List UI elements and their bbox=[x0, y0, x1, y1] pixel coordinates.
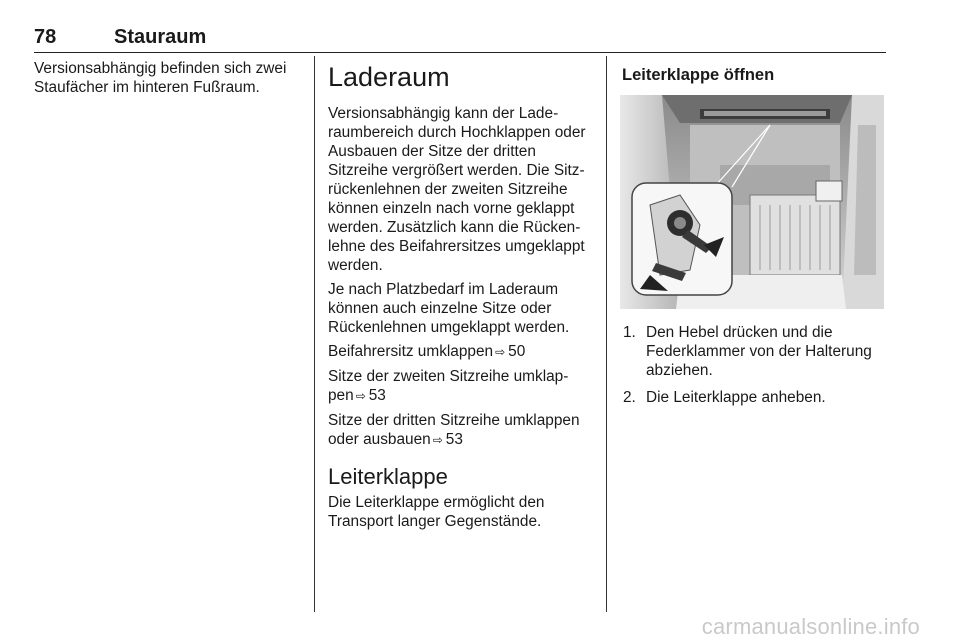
cross-reference[interactable]: Sitze der zweiten Sitzreihe umklappen ⇨ 53 bbox=[328, 368, 569, 404]
cargo-area-illustration bbox=[620, 95, 884, 309]
cross-reference[interactable]: Sitze der dritten Sitzreihe umklappen oder ausbauen ⇨ 53 bbox=[328, 412, 580, 448]
column-1 bbox=[34, 59, 310, 102]
column-2 bbox=[328, 59, 596, 536]
reference-page: 53 bbox=[368, 387, 386, 404]
watermark: carmanualsonline.info bbox=[701, 614, 920, 639]
reference-page: 53 bbox=[445, 431, 463, 448]
cross-reference[interactable]: Beifahrersitz umklappen ⇨ 50 bbox=[328, 343, 526, 360]
column-divider bbox=[314, 56, 315, 612]
column-divider bbox=[606, 56, 607, 612]
page-title: Stauraum bbox=[114, 26, 207, 48]
reference-page: 50 bbox=[508, 343, 526, 360]
subsection-heading: Leiterklappe öffnen bbox=[622, 66, 775, 84]
page-header bbox=[34, 26, 886, 53]
ladder-flap-image bbox=[620, 95, 884, 309]
page-number: 78 bbox=[34, 26, 57, 48]
instruction-steps bbox=[622, 323, 886, 407]
list-item: 2. Die Leiterklappe anheben. bbox=[623, 389, 826, 406]
reference-arrow-icon: ⇨ bbox=[355, 389, 366, 403]
paragraph: Versionsabhängig kann der Laderaumbereich durch Hochklappen oder Ausbauen der Sitze der dritten Sitzreihe vergrößert werden. Die Sitzrückenlehnen der zweiten Sitzreihe können einzeln nach vorne geklappt werden. Zusätzlich kann die Rückenlehne des Beifahrersitzes umgeklappt werden. bbox=[328, 105, 586, 274]
paragraph: Die Leiterklappe ermöglicht den Transport langer Gegenstände. bbox=[328, 494, 545, 530]
reference-arrow-icon: ⇨ bbox=[432, 433, 443, 447]
intro-paragraph: Versionsabhängig befinden sich zwei Staufächer im hinteren Fußraum. bbox=[34, 60, 287, 96]
list-item: 1. Den Hebel drücken und die Federklammer von der Halterung abziehen. bbox=[623, 324, 872, 379]
paragraph: Je nach Platzbedarf im Laderaum können auch einzelne Sitze oder Rückenlehnen umgeklappt werden. bbox=[328, 281, 570, 336]
reference-arrow-icon: ⇨ bbox=[495, 345, 506, 359]
column-3 bbox=[622, 59, 886, 415]
section-heading-laderaum: Laderaum bbox=[328, 62, 450, 92]
section-heading-leiterklappe: Leiterklappe bbox=[328, 464, 448, 489]
